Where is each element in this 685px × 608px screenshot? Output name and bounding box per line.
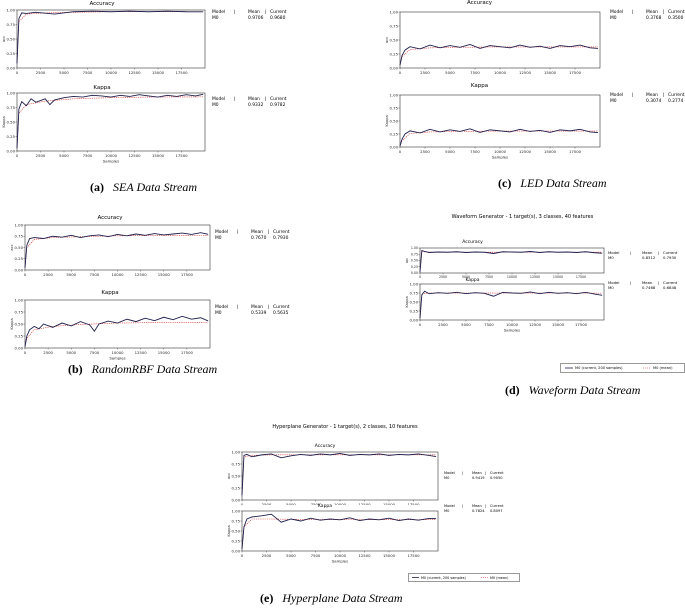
stats-model: M0 [444, 509, 450, 513]
stats-current: 0.5635 [273, 311, 289, 316]
stats-header-model: Model [610, 10, 624, 15]
figure-caption [68, 362, 217, 377]
caption-text: LED Data Stream [520, 176, 607, 190]
x-tick-label: 10000 [493, 148, 507, 154]
y-axis-label: Kappa [405, 296, 409, 308]
figure-caption [498, 176, 607, 191]
stats-mean: 0.9706 [248, 16, 264, 21]
plot-frame [242, 511, 438, 551]
stats-sep: | [485, 504, 487, 508]
stats-model: M0 [444, 476, 450, 480]
y-tick-label: 0.50 [14, 244, 23, 250]
stats-header-model: Model [608, 280, 620, 285]
x-tick-label: 0 [240, 552, 244, 558]
x-tick-label: 12500 [529, 275, 541, 280]
y-tick-label: 0.25 [389, 131, 398, 137]
x-tick-label: 15000 [543, 69, 557, 75]
y-tick-label: 1.00 [389, 9, 398, 15]
x-tick-label: 2500 [420, 69, 430, 75]
stats-header-model: Model [215, 230, 229, 235]
y-tick-label: 0.50 [389, 118, 398, 124]
x-tick-label: 2500 [43, 271, 53, 277]
stats-model: M0 [608, 255, 614, 260]
x-tick-label: 7500 [89, 349, 100, 355]
stats-table [610, 10, 685, 24]
stats-sep: | [632, 10, 634, 15]
x-tick-label: 7500 [310, 552, 321, 558]
y-tick-label: 0.50 [389, 37, 398, 43]
stats-mean: 0.9419 [472, 476, 485, 480]
y-tick-label: 0.75 [389, 105, 398, 111]
x-tick-label: 10000 [506, 275, 518, 280]
y-tick-label: 0.25 [410, 264, 418, 269]
stats-header-mean: Mean [251, 305, 263, 310]
stats-current: 0.9680 [270, 16, 286, 21]
stats-table [610, 93, 685, 107]
x-axis-label: Samples [102, 158, 120, 164]
y-tick-label: 0.25 [6, 50, 15, 56]
y-axis-label: acc [2, 35, 6, 43]
plot-frame [17, 93, 205, 151]
stats-header-mean: Mean [248, 97, 260, 102]
y-tick-label: 0.00 [14, 267, 23, 273]
panel-a-accuracy [0, 0, 300, 80]
x-tick-label: 5000 [59, 69, 69, 75]
y-tick-label: 0.00 [231, 497, 240, 503]
stats-header-model: Model [444, 471, 455, 475]
panel-title: Kappa [465, 278, 480, 283]
stats-table [215, 305, 295, 319]
x-tick-label: 12500 [528, 321, 542, 327]
figure-suptitle: Waveform Generator - 1 target(s), 3 classes, 40 features [451, 214, 594, 220]
x-tick-label: 17500 [568, 148, 582, 154]
x-tick-label: 5000 [66, 271, 77, 277]
x-tick-label: 2500 [438, 275, 448, 280]
x-tick-label: 10000 [333, 552, 347, 558]
stats-model: M0 [610, 99, 617, 104]
plot-frame [25, 225, 210, 270]
stats-table [212, 10, 292, 24]
plot-frame [242, 452, 438, 500]
y-tick-label: 0.50 [409, 299, 418, 305]
y-tick-label: 0.00 [6, 65, 15, 71]
stats-table [608, 280, 685, 294]
panel-title: Kappa [470, 83, 489, 89]
stats-model: M0 [610, 16, 617, 21]
x-tick-label: 17500 [574, 321, 588, 327]
stats-header-mean: Mean [472, 471, 482, 475]
x-tick-label: 12500 [358, 552, 371, 558]
x-tick-label: 15000 [551, 321, 565, 327]
stats-sep: | [234, 10, 236, 15]
stats-header-current: Current [668, 93, 685, 98]
y-tick-label: 1.00 [14, 222, 23, 228]
panel-e-kappa [180, 505, 510, 565]
figure-caption [505, 383, 640, 398]
stats-header-mean: Mean [251, 230, 263, 235]
stats-model: M0 [212, 103, 219, 108]
stats-current: 0.9782 [270, 103, 286, 108]
x-tick-label: 12500 [358, 501, 371, 505]
x-tick-label: 0 [398, 69, 402, 75]
x-tick-label: 15000 [157, 349, 170, 355]
y-axis-label: Kappa [2, 116, 6, 128]
stats-sep: | [462, 471, 464, 475]
y-axis-label: acc [405, 257, 409, 264]
x-tick-label: 10000 [493, 69, 507, 75]
panel-e-accuracy [180, 440, 510, 505]
x-tick-label: 15000 [543, 148, 557, 154]
y-tick-label: 0.50 [14, 321, 23, 327]
stats-current: 0.2774 [668, 99, 684, 104]
figure-suptitle: Hyperplane Generator - 1 target(s), 2 classes, 10 features [272, 424, 418, 430]
stats-header-current: Current [273, 230, 290, 235]
x-tick-label: 12500 [134, 271, 147, 277]
x-tick-label: 12500 [128, 152, 141, 158]
panel-title: Accuracy [314, 444, 336, 449]
x-tick-label: 10000 [111, 271, 124, 277]
x-tick-label: 17500 [407, 552, 420, 558]
stats-sep: | [658, 250, 660, 255]
y-tick-label: 0.25 [231, 485, 240, 491]
x-tick-label: 10000 [505, 321, 519, 327]
x-tick-label: 7500 [82, 152, 93, 158]
panel-title: Kappa [317, 504, 333, 509]
x-tick-label: 2500 [438, 321, 448, 327]
y-tick-label: 0.75 [14, 233, 23, 239]
x-tick-label: 7500 [484, 321, 494, 327]
stats-current: 0.7930 [273, 236, 289, 241]
y-tick-label: 0.25 [14, 256, 23, 262]
stats-header-model: Model [610, 93, 624, 98]
x-tick-label: 0 [15, 152, 19, 158]
legend [560, 363, 685, 373]
y-tick-label: 0.00 [389, 65, 398, 71]
stats-header-current: Current [490, 471, 504, 475]
y-tick-label: 0.75 [231, 518, 240, 524]
stats-header-mean: Mean [642, 250, 653, 255]
x-axis-label: Samples [491, 154, 509, 160]
x-tick-label: 10000 [104, 152, 118, 158]
plot-frame [17, 10, 205, 68]
y-axis-label: Kappa [227, 525, 231, 537]
y-axis-label: acc [385, 36, 389, 44]
chart-svg [0, 210, 300, 285]
x-axis-label: Samples [331, 558, 349, 564]
x-tick-label: 7500 [484, 275, 494, 280]
panel-title: Kappa [101, 290, 119, 296]
y-tick-label: 1.00 [409, 281, 418, 287]
stats-header-mean: Mean [472, 504, 482, 508]
x-tick-label: 2500 [261, 501, 272, 505]
y-tick-label: 0.25 [14, 333, 23, 339]
stats-header-current: Current [663, 280, 678, 285]
caption-letter: (a) [90, 180, 104, 194]
x-tick-label: 5000 [445, 69, 455, 75]
x-tick-label: 12500 [134, 349, 147, 355]
panel-title: Accuracy [97, 215, 123, 221]
y-tick-label: 1.00 [389, 92, 398, 98]
stats-sep: | [265, 97, 267, 102]
x-tick-label: 10000 [333, 501, 347, 505]
caption-letter: (e) [260, 591, 274, 605]
x-tick-label: 12500 [518, 148, 532, 154]
stats-sep: | [462, 504, 464, 508]
x-tick-label: 15000 [151, 152, 165, 158]
stats-header-model: Model [212, 97, 226, 102]
x-tick-label: 15000 [157, 271, 170, 277]
stats-header-model: Model [215, 305, 229, 310]
y-tick-label: 0.25 [231, 538, 240, 544]
legend-current-label: M0 (current, 200 samples) [575, 365, 623, 370]
x-tick-label: 2500 [35, 69, 46, 75]
stats-model: M0 [215, 311, 222, 316]
x-tick-label: 7500 [470, 148, 480, 154]
stats-mean: 0.9332 [248, 103, 264, 108]
y-tick-label: 0.50 [231, 528, 240, 534]
x-tick-label: 7500 [89, 271, 100, 277]
x-tick-label: 17500 [407, 501, 420, 505]
panel-title: Accuracy [462, 240, 483, 245]
x-tick-label: 10000 [111, 349, 124, 355]
stats-mean: 0.7670 [251, 236, 267, 241]
stats-sep: | [234, 97, 236, 102]
stats-current: 0.6848 [663, 285, 677, 290]
x-tick-label: 5000 [59, 152, 69, 158]
stats-sep: | [485, 471, 487, 475]
y-tick-label: 0.50 [6, 36, 15, 42]
panel-d-accuracy [360, 230, 685, 280]
stats-mean: 0.3074 [646, 99, 662, 104]
figure-a [0, 0, 300, 200]
figure-d [360, 210, 685, 400]
x-tick-label: 2500 [43, 349, 53, 355]
stats-mean: 0.7824 [472, 509, 485, 513]
y-tick-label: 0.00 [6, 148, 15, 154]
x-tick-label: 17500 [568, 69, 582, 75]
stats-sep: | [663, 93, 665, 98]
y-tick-label: 0.75 [389, 23, 398, 29]
panel-b-accuracy [0, 210, 300, 285]
figure-caption [90, 180, 197, 195]
y-tick-label: 0.00 [231, 548, 240, 554]
x-tick-label: 17500 [575, 275, 587, 280]
stats-mean: 0.3768 [646, 16, 662, 21]
x-axis-label: Samples [109, 355, 126, 361]
stats-sep: | [265, 10, 267, 15]
x-tick-label: 2500 [420, 148, 430, 154]
x-axis-label: Samples [503, 327, 521, 333]
stats-header-mean: Mean [642, 280, 653, 285]
stats-sep: | [268, 230, 270, 235]
plot-frame [420, 284, 604, 320]
panel-title: Accuracy [89, 1, 115, 7]
x-tick-label: 15000 [382, 552, 396, 558]
caption-letter: (d) [505, 383, 520, 397]
y-tick-label: 0.25 [6, 133, 15, 139]
y-tick-label: 1.00 [231, 449, 240, 455]
stats-header-model: Model [212, 10, 226, 15]
x-tick-label: 0 [398, 148, 402, 154]
x-tick-label: 10000 [104, 69, 118, 75]
x-tick-label: 12500 [518, 69, 532, 75]
x-tick-label: 15000 [151, 69, 165, 75]
panel-d-kappa [360, 280, 685, 340]
caption-text: Hyperplane Data Stream [282, 591, 403, 605]
y-tick-label: 0.75 [6, 104, 15, 110]
x-tick-label: 0 [240, 501, 244, 505]
stats-sep: | [658, 280, 660, 285]
stats-sep: | [630, 250, 632, 255]
stats-header-model: Model [444, 504, 455, 508]
y-tick-label: 0.00 [409, 317, 418, 323]
caption-text: RandomRBF Data Stream [91, 362, 218, 376]
x-tick-label: 5000 [286, 501, 296, 505]
y-tick-label: 0.00 [389, 144, 398, 150]
y-tick-label: 0.75 [409, 290, 418, 296]
stats-header-current: Current [663, 250, 678, 255]
x-tick-label: 15000 [382, 501, 396, 505]
x-tick-label: 0 [418, 321, 422, 327]
legend-mean-label: M0 (mean) [490, 575, 509, 580]
stats-header-current: Current [273, 305, 290, 310]
x-tick-label: 17500 [180, 271, 193, 277]
stats-table [215, 230, 295, 244]
x-tick-label: 5000 [66, 349, 77, 355]
figure-b [0, 210, 300, 380]
x-tick-label: 5000 [445, 148, 455, 154]
x-tick-label: 7500 [470, 69, 480, 75]
figure-c [370, 0, 685, 200]
y-tick-label: 0.00 [14, 345, 23, 351]
x-tick-label: 0 [418, 275, 422, 280]
caption-text: SEA Data Stream [113, 180, 197, 194]
x-tick-label: 2500 [261, 552, 272, 558]
y-axis-label: acc [227, 472, 231, 480]
stats-table [608, 250, 685, 264]
x-tick-label: 5000 [286, 552, 296, 558]
stats-mean: 0.5339 [251, 311, 267, 316]
panel-title: Accuracy [466, 0, 493, 6]
y-tick-label: 0.50 [410, 258, 418, 263]
stats-current: 0.9050 [490, 476, 503, 480]
y-tick-label: 0.50 [231, 473, 240, 479]
stats-model: M0 [215, 236, 222, 241]
stats-sep: | [237, 305, 239, 310]
y-tick-label: 0.75 [14, 309, 23, 315]
y-tick-label: 0.25 [389, 51, 398, 57]
stats-header-model: Model [608, 250, 620, 255]
stats-header-mean: Mean [248, 10, 260, 15]
stats-sep: | [630, 280, 632, 285]
caption-letter: (b) [68, 362, 83, 376]
panel-c-kappa [370, 83, 685, 175]
plot-frame [400, 95, 600, 147]
stats-current: 0.8097 [490, 509, 503, 513]
x-tick-label: 5000 [461, 275, 471, 280]
y-tick-label: 0.75 [410, 252, 418, 257]
x-tick-label: 2500 [35, 152, 46, 158]
y-axis-label: acc [10, 244, 14, 251]
legend-current-label: M0 (current, 200 samples) [421, 575, 466, 580]
stats-current: 0.7930 [663, 255, 677, 260]
y-tick-label: 1.00 [14, 297, 23, 303]
stats-model: M0 [212, 16, 219, 21]
y-tick-label: 1.00 [6, 7, 15, 13]
stats-table [444, 470, 514, 484]
caption-text: Waveform Data Stream [528, 383, 641, 397]
figure-e [180, 420, 510, 608]
legend-mean-label: M0 (mean) [653, 365, 673, 370]
y-tick-label: 0.00 [410, 271, 418, 276]
x-tick-label: 17500 [180, 349, 193, 355]
y-tick-label: 0.25 [409, 308, 418, 314]
x-tick-label: 7500 [310, 501, 321, 505]
panel-a-kappa [0, 83, 300, 175]
x-tick-label: 17500 [175, 69, 188, 75]
stats-header-mean: Mean [646, 93, 658, 98]
caption-letter: (c) [498, 176, 512, 190]
stats-mean: 0.7468 [642, 285, 656, 290]
stats-header-current: Current [490, 504, 504, 508]
stats-sep: | [663, 10, 665, 15]
x-tick-label: 7500 [82, 69, 93, 75]
stats-header-mean: Mean [646, 10, 658, 15]
x-tick-label: 0 [23, 271, 27, 277]
x-tick-label: 15000 [552, 275, 564, 280]
stats-table [212, 97, 292, 111]
stats-model: M0 [608, 285, 614, 290]
x-tick-label: 5000 [461, 321, 471, 327]
x-tick-label: 12500 [128, 69, 141, 75]
y-tick-label: 1.00 [231, 508, 240, 514]
stats-header-current: Current [668, 10, 685, 15]
plot-frame [25, 300, 210, 348]
legend [408, 573, 520, 582]
stats-header-current: Current [270, 97, 287, 102]
stats-sep: | [237, 230, 239, 235]
stats-sep: | [268, 305, 270, 310]
y-tick-label: 0.75 [231, 461, 240, 467]
x-tick-label: 0 [15, 69, 19, 75]
x-tick-label: 0 [23, 349, 27, 355]
y-tick-label: 0.75 [6, 21, 15, 27]
panel-c-accuracy [370, 0, 685, 85]
y-axis-label: Kappa [385, 115, 389, 127]
y-tick-label: 1.00 [6, 90, 15, 96]
stats-sep: | [632, 93, 634, 98]
x-tick-label: 17500 [175, 152, 188, 158]
y-tick-label: 1.00 [410, 246, 418, 251]
y-tick-label: 0.50 [6, 119, 15, 125]
panel-title: Kappa [93, 85, 111, 91]
stats-table [444, 503, 514, 517]
figure-caption [260, 591, 403, 606]
stats-header-current: Current [270, 10, 287, 15]
y-axis-label: Kappa [10, 318, 14, 330]
plot-frame [400, 12, 600, 68]
stats-current: 0.3500 [668, 16, 684, 21]
stats-mean: 0.8312 [642, 255, 656, 260]
